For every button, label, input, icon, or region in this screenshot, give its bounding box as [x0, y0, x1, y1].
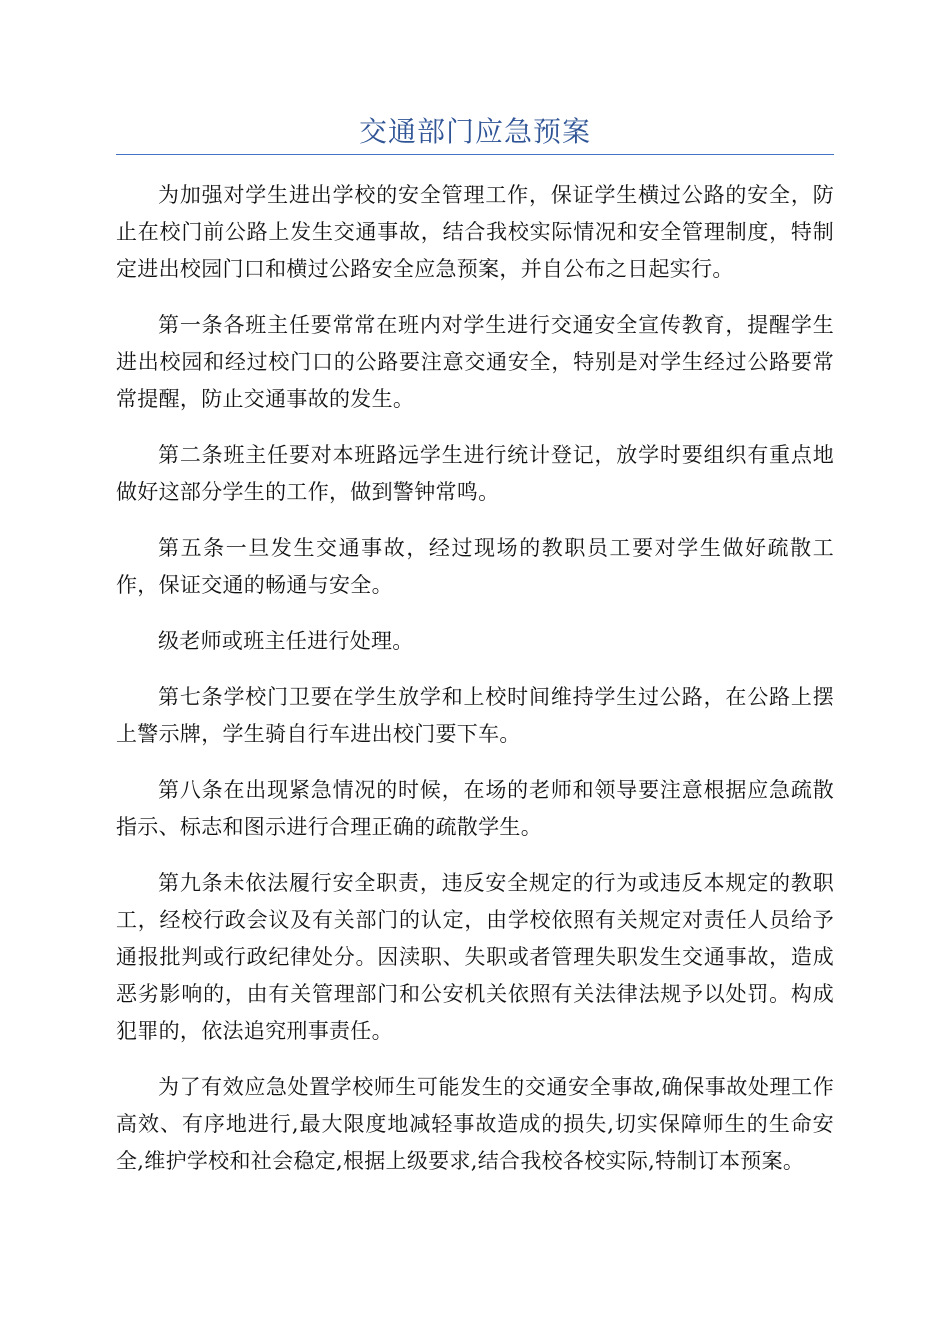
paragraph-article-5: 第五条一旦发生交通事故，经过现场的教职员工要对学生做好疏散工作，保证交通的畅通与安全。: [116, 536, 834, 597]
paragraph-article-7: 第七条学校门卫要在学生放学和上校时间维持学生过公路，在公路上摆上警示牌，学生骑自行车进出校门要下车。: [116, 685, 834, 746]
paragraph-article-1: 第一条各班主任要常常在班内对学生进行交通安全宣传教育，提醒学生进出校园和经过校门口的公路要注意交通安全，特别是对学生经过公路要常常提醒，防止交通事故的发生。: [116, 313, 834, 411]
paragraph-fragment: 级老师或班主任进行处理。: [158, 629, 414, 653]
paragraph-intro: 为加强对学生进出学校的安全管理工作，保证学生横过公路的安全，防止在校门前公路上发生交通事故，结合我校实际情况和安全管理制度，特制定进出校园门口和横过公路安全应急预案，并自公布之日起实行。: [116, 183, 834, 281]
title-underline: [116, 154, 834, 155]
paragraph-purpose: 为了有效应急处置学校师生可能发生的交通安全事故,确保事故处理工作高效、有序地进行,最大限度地减轻事故造成的损失,切实保障师生的生命安全,维护学校和社会稳定,根据上级要求,结合我校各校实际,特制订本预案。: [116, 1075, 834, 1173]
paragraph-article-2: 第二条班主任要对本班路远学生进行统计登记，放学时要组织有重点地做好这部分学生的工作，做到警钟常鸣。: [116, 443, 834, 504]
paragraph-article-8: 第八条在出现紧急情况的时候，在场的老师和领导要注意根据应急疏散指示、标志和图示进行合理正确的疏散学生。: [116, 778, 834, 839]
document-title: 交通部门应急预案: [358, 115, 591, 148]
paragraph-article-9: 第九条未依法履行安全职责，违反安全规定的行为或违反本规定的教职工，经校行政会议及有关部门的认定，由学校依照有关规定对责任人员给予通报批判或行政纪律处分。因渎职、失职或者管理失职发生交通事故，造成恶劣影响的，由有关管理部门和公安机关依照有关法律法规予以处罚。构成犯罪的，依法追究刑事责任。: [116, 871, 834, 1043]
document-body: [116, 177, 834, 1199]
